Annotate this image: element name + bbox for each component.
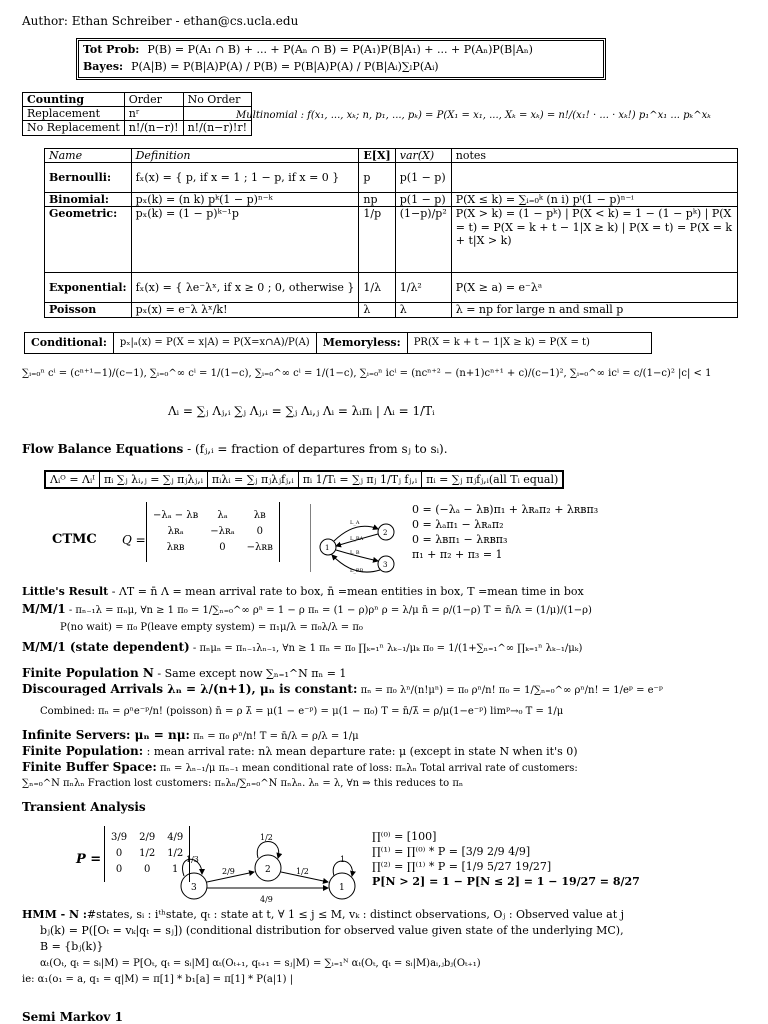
dist-def: fₓ(x) = { λe⁻λˣ, if x ≥ 0 ; 0, otherwise } (131, 273, 359, 303)
transient-edge-label: 1/2 (296, 867, 309, 876)
bayes-formula: P(A|B) = P(B|A)P(A) / P(B) = P(B|A)P(A) / P(B|Aᵢ)∑ₗP(Aᵢ) (131, 59, 439, 73)
series-formulas: ∑ᵢ₌₀ⁿ cⁱ = (cⁿ⁺¹−1)/(c−1), ∑ᵢ₌₀^∞ cⁱ = 1/(1−c), ∑ᵢ₌₀^∞ cⁱ = 1/(1−c), ∑ᵢ₌₀ⁿ icⁱ = (ncⁿ⁺² − (n+1)cⁿ⁺¹ + c)/(c−1)², ∑ᵢ₌₀^∞ icⁱ = c/(1−c)² |c| < 1 (22, 368, 712, 379)
dist-var: (1−p)/p² (395, 207, 451, 273)
combined-text: Combined: πₙ = ρⁿe⁻ᵖ/n! (poisson) n̄ = ρ λ̄ = μ(1 − e⁻ᵖ) = μ(1 − π₀) T = n̄/λ̄ = ρ/μ(1−e⁻ᵖ) limᵖ→₀ T = 1/μ (40, 706, 564, 717)
counting-table (22, 92, 252, 136)
summary-box (76, 38, 606, 80)
transient-node-label: 2 (265, 865, 271, 875)
mm1-text: - πₙ₋₁λ = πₙμ, ∀n ≥ 1 π₀ = 1/∑ₙ₌₀^∞ ρⁿ = 1 − ρ πₙ = (1 − ρ)ρⁿ ρ = λ/μ n̄ = ρ/(1−ρ) T = n̄/λ = (1/μ)/(1−ρ) (65, 605, 592, 616)
hmm-line2: bⱼ(k) = P([Oₜ = vₖ|qₜ = sⱼ]) (conditional distribution for observed value given state of the underlying MC), (40, 924, 624, 937)
conditional-box (24, 332, 652, 354)
hmm-line5: ie: α₁(o₁ = a, q₁ = q|M) = π[1] * b₁[a] = π[1] * P(a|1) | (22, 974, 294, 985)
finite-population-label: Finite Population: (22, 744, 144, 758)
discouraged-label: Discouraged Arrivals λₙ = λ/(n+1), μₙ is constant: (22, 682, 358, 696)
dist-var: 1/λ² (395, 273, 451, 303)
finite-pop-label: Finite Population N (22, 666, 154, 680)
matrix-cell: 0 (256, 526, 263, 537)
author-line: Author: Ethan Schreiber - ethan@cs.ucla.edu (22, 14, 299, 28)
bayes-label: Bayes: (83, 59, 124, 73)
ctmc-equation: π₁ + π₂ + π₃ = 1 (412, 548, 503, 561)
transient-edge-label: 4/9 (260, 895, 273, 904)
mm1-state-label: M/M/1 (state dependent) (22, 640, 190, 654)
infinite-label: Infinite Servers: μₙ = nμ: (22, 728, 190, 742)
matrix-cell: 4/9 (167, 832, 184, 843)
memoryless-formula: PR(X = k + t − 1|X ≥ k) = P(X = t) (413, 337, 590, 348)
transient-loop-2 (257, 842, 279, 859)
finite-population-text: : mean arrival rate: nλ mean departure rate: μ (except in state N when it's 0) (143, 745, 578, 758)
transient-node-label: 3 (191, 883, 197, 893)
mm1-state-text: - πₙμₙ = πₙ₋₁λₙ₋₁, ∀n ≥ 1 πₙ = π₀ ∏ₖ₌₁ⁿ λₖ₋₁/μₖ π₀ = 1/(1+∑ₙ₌₁^∞ ∏ₖ₌₁ⁿ λₖ₋₁/μₖ) (189, 643, 583, 654)
flow-cell: πᵢλᵢ = ∑ⱼ πⱼλⱼfⱼ,ᵢ (207, 471, 298, 488)
ctmc-edge-label: L_B (350, 550, 360, 556)
mm1-line2: P(no wait) = π₀ P(leave empty system) = π₁μ/λ = π₀λ/λ = π₀ (60, 622, 363, 633)
dist-ex: λ (359, 303, 395, 317)
littles-text: - ΛT = n̄ Λ = mean arrival rate to box, n̄ =mean entities in box, T =mean time in box (108, 585, 584, 598)
matrix-cell: 1/2 (167, 848, 184, 859)
ctmc-label: CTMC (52, 532, 97, 547)
ctmc-node-label: 3 (383, 561, 388, 569)
matrix-cell: λʀₐ (167, 526, 184, 537)
dist-header-ex: E[X] (359, 149, 395, 163)
transient-node-label: 1 (339, 883, 345, 893)
ctmc-node-label: 2 (383, 529, 388, 537)
tot-prob-label: Tot Prob: (83, 42, 140, 56)
dist-header-notes: notes (451, 149, 737, 163)
matrix-cell: 0 (143, 864, 151, 875)
matrix-cell: 0 (115, 848, 123, 859)
flow-balance-table (44, 470, 564, 489)
finite-pop-text: - Same except now ∑ₙ₌₁^N πₙ = 1 (153, 667, 347, 680)
counting-row-label: No Replacement (23, 121, 125, 135)
counting-header-1: Order (124, 93, 183, 107)
dist-name: Poisson (45, 303, 132, 317)
transient-p-label: P = (76, 852, 102, 867)
flow-balance-heading (22, 442, 448, 456)
hmm-section (22, 908, 624, 990)
conditional-formula: pₓ|ₐ(x) = P(X = x|A) = P(X=x∩A)/P(A) (114, 333, 317, 353)
semi-markov-heading: Semi Markov 1 (22, 1010, 123, 1024)
dist-notes: P(X > k) = (1 − pᵏ) | P(X < k) = 1 − (1 − pᵏ) | P(X = t) = P(X = k + t − 1|X ≥ k) | P(X = t) = P(X = k + t|X > k) (451, 207, 737, 273)
flow-cell: Λᵢᴼ = Λᵢᴵ (45, 471, 99, 488)
transient-line: P[N > 2] = 1 − P[N ≤ 2] = 1 − 19/27 = 8/27 (372, 875, 640, 888)
transient-edge-label: 1/3 (186, 855, 199, 864)
dist-def: pₓ(k) = (1 − p)ᵏ⁻¹p (131, 207, 359, 273)
dist-def: pₓ(x) = e⁻λ λˣ/k! (131, 303, 359, 317)
finite-buffer-text: πₙ = λₙ₋₁/μ πₙ₋₁ mean conditional rate of loss: πₙλₙ Total arrival rate of customers: (156, 763, 578, 774)
flow-balance-title: Flow Balance Equations (22, 442, 184, 456)
dist-notes: P(X ≤ k) = ∑ᵢ₌₀ᵏ (n i) pⁱ(1 − p)ⁿ⁻ⁱ (451, 193, 737, 207)
queueing-section (22, 585, 663, 794)
transient-lines (372, 830, 640, 890)
finite-buffer-line2: ∑ₙ₌₀^N πₙλₙ Fraction lost customers: πₙλₙ/∑ₙ₌₀^N πₙλₙ. λₙ = λ, ∀n ⇒ this reduces to πₙ (22, 778, 464, 789)
dist-notes (451, 163, 737, 193)
littles-label: Little's Result (22, 585, 109, 598)
transient-edge-label: 1/2 (260, 833, 273, 842)
ctmc-equation: 0 = (−λₐ − λʙ)π₁ + λʀₐπ₂ + λʀʙπ₃ (412, 503, 599, 516)
flow-cell: πᵢ = ∑ⱼ πⱼfⱼ,ᵢ(all Tᵢ equal) (422, 471, 564, 488)
matrix-cell: 3/9 (111, 832, 128, 843)
counting-cell: nʳ (124, 107, 183, 121)
matrix-cell: 0 (115, 864, 123, 875)
counting-row-label: Replacement (23, 107, 125, 121)
ctmc-matrix (146, 502, 280, 562)
matrix-cell: −λₐ − λʙ (153, 510, 199, 521)
matrix-cell: 1 (172, 864, 179, 875)
transient-graph (172, 830, 364, 906)
dist-ex: 1/λ (359, 273, 395, 303)
discouraged-text: πₙ = π₀ λⁿ/(n!μⁿ) = π₀ ρⁿ/n! π₀ = 1/∑ₙ₌₀^∞ ρⁿ/n! = 1/eᵖ = e⁻ᵖ (357, 685, 663, 696)
counting-header-2: No Order (183, 93, 251, 107)
dist-name: Geometric: (45, 207, 132, 273)
dist-notes: P(X ≥ a) = e⁻λᵃ (451, 273, 737, 303)
ctmc-q-label: Q = (122, 533, 146, 547)
dist-name: Bernoulli: (45, 163, 132, 193)
flow-balance-subtitle: - (fⱼ,ᵢ = fraction of departures from sⱼ to sᵢ). (183, 442, 448, 456)
dist-name: Exponential: (45, 273, 132, 303)
matrix-cell: 1/2 (139, 848, 156, 859)
counting-cell: n!/(n−r)!r! (183, 121, 251, 135)
dist-var: λ (395, 303, 451, 317)
dist-def: pₓ(k) = (n k) pᵏ(1 − p)ⁿ⁻ᵏ (131, 193, 359, 207)
transient-line: ∏⁽¹⁾ = ∏⁽⁰⁾ * P = [3/9 2/9 4/9] (372, 845, 531, 858)
dist-header-name: Name (45, 149, 132, 163)
ctmc-graph (310, 500, 406, 576)
dist-ex: np (359, 193, 395, 207)
matrix-cell: λʀʙ (166, 542, 185, 553)
infinite-text: πₙ = π₀ ρⁿ/n! T = n̄/λ = ρ/λ = 1/μ (189, 731, 359, 742)
transient-title: Transient Analysis (22, 800, 146, 814)
hmm-line3: B = {bⱼ(k)} (40, 940, 104, 953)
matrix-cell: 2/9 (139, 832, 156, 843)
ctmc-equations (412, 503, 598, 563)
dist-notes: λ = np for large n and small p (451, 303, 737, 317)
transient-line: ∏⁽⁰⁾ = [100] (372, 830, 437, 843)
matrix-cell: λʙ (253, 510, 266, 521)
ctmc-edge-label: L_A (350, 520, 360, 526)
matrix-cell: 0 (219, 542, 226, 553)
multinomial-formula: Multinomial : f(x₁, ..., xₖ; n, p₁, ..., pₖ) = P(X₁ = x₁, ..., Xₖ = xₖ) = n!/(x₁! · ... · xₖ!) p₁^x₁ ... pₖ^xₖ (236, 110, 711, 121)
transient-line: ∏⁽²⁾ = ∏⁽¹⁾ * P = [1/9 5/27 19/27] (372, 860, 552, 873)
mm1-label: M/M/1 (22, 602, 66, 616)
dist-var: p(1 − p) (395, 193, 451, 207)
counting-header-0: Counting (23, 93, 125, 107)
dist-def: fₓ(x) = { p, if x = 1 ; 1 − p, if x = 0 } (131, 163, 359, 193)
hmm-label: HMM - N : (22, 908, 87, 921)
memoryless-label: Memoryless: (317, 333, 408, 353)
dist-ex: p (359, 163, 395, 193)
transient-edge-label: 1 (340, 855, 346, 864)
transient-edge-label: 2/9 (222, 867, 235, 876)
flow-cell: πᵢ ∑ⱼ λᵢ,ⱼ = ∑ⱼ πⱼλⱼ,ᵢ (99, 471, 207, 488)
ctmc-equation: 0 = λₐπ₁ − λʀₐπ₂ (412, 518, 504, 531)
finite-buffer-label: Finite Buffer Space: (22, 760, 157, 774)
dist-header-var: var(X) (395, 149, 451, 163)
ctmc-equation: 0 = λʙπ₁ − λʀʙπ₃ (412, 533, 508, 546)
ctmc-node-label: 1 (325, 544, 330, 552)
ctmc-edge-label: L_RA (350, 536, 364, 542)
dist-ex: 1/p (359, 207, 395, 273)
matrix-cell: λₐ (217, 510, 228, 521)
matrix-cell: −λʀʙ (246, 542, 273, 553)
matrix-cell: −λʀₐ (210, 526, 235, 537)
distribution-table (44, 148, 738, 318)
tot-prob-formula: P(B) = P(A₁ ∩ B) + ... + P(Aₙ ∩ B) = P(A₁)P(B|A₁) + ... + P(Aₙ)P(B|Aₙ) (147, 42, 533, 56)
hmm-line1: #states, sᵢ : iᵗʰstate, qₜ : state at t, ∀ 1 ≤ j ≤ M, vₖ : distinct observations, Oⱼ : Observed value at j (86, 908, 625, 921)
counting-cell: n!/(n−r)! (124, 121, 183, 135)
hmm-line4: αₜ(Oₜ, qₜ = sᵢ|M) = P[Oₜ, qₜ = sᵢ|M] αₜ(Oₜ₊₁, qₜ₊₁ = sⱼ|M) = ∑ᵢ₌₁ᴺ αₜ(Oₜ, qₜ = sᵢ|M)aᵢ,ⱼbⱼ(Oₜ₊₁) (40, 958, 481, 969)
dist-var: p(1 − p) (395, 163, 451, 193)
dist-header-definition: Definition (131, 149, 359, 163)
conditional-label: Conditional: (25, 333, 114, 353)
dist-name: Binomial: (45, 193, 132, 207)
ctmc-edge-label: L_RB (350, 568, 364, 574)
flow-cell: πᵢ 1/Tᵢ = ∑ⱼ πⱼ 1/Tⱼ fⱼ,ᵢ (298, 471, 421, 488)
lambda-relations: Λᵢ = ∑ⱼ Λⱼ,ᵢ ∑ⱼ Λⱼ,ᵢ = ∑ⱼ Λᵢ,ⱼ Λᵢ = λᵢπᵢ | Λᵢ = 1/Tᵢ (168, 404, 435, 418)
